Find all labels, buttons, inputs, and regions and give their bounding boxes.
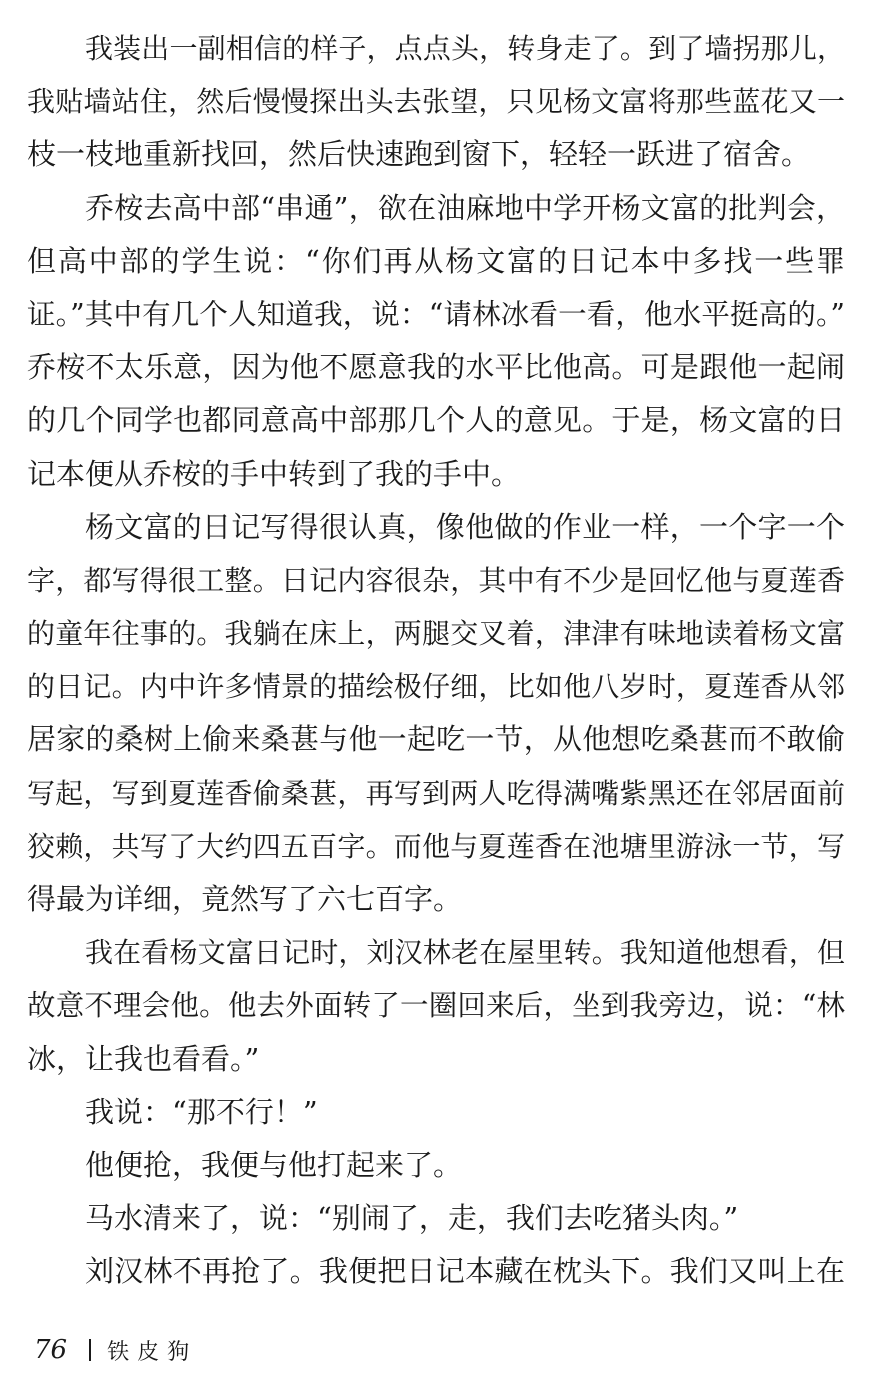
text-line: 得最为详细，竟然写了六七百字。	[27, 882, 463, 916]
text-line: 枝一枝地重新找回，然后快速跑到窗下，轻轻一跃进了宿舍。	[27, 137, 811, 172]
text-line: 证。”其中有几个人知道我，说：“请林冰看一看，他水平挺高的。”	[27, 297, 845, 331]
text-line: 居家的桑树上偷来桑葚与他一起吃一节，从他想吃桑葚而不敢偷	[27, 722, 845, 757]
text-line: 刘汉林不再抢了。我便把日记本藏在枕头下。我们又叫上在	[85, 1254, 845, 1289]
text-line: 故意不理会他。他去外面转了一圈回来后，坐到我旁边，说：“林	[27, 989, 845, 1023]
text-line: 但高中部的学生说：“你们再从杨文富的日记本中多找一些罪	[27, 243, 845, 278]
book-title: 铁皮狗	[107, 1339, 198, 1365]
text-line: 我说：“那不行！”	[85, 1094, 318, 1129]
text-line: 我贴墙站住，然后慢慢探出头去张望，只见杨文富将那些蓝花又一	[27, 85, 845, 119]
body-text	[27, 22, 845, 1299]
text-line: 乔桉去高中部“串通”，欲在油麻地中学开杨文富的批判会，	[85, 190, 845, 225]
footer-divider	[89, 1339, 91, 1361]
text-line: 杨文富的日记写得很认真，像他做的作业一样，一个字一个	[85, 509, 845, 544]
page-footer	[34, 1330, 197, 1370]
text-line: 的童年往事的。我躺在床上，两腿交叉着，津津有味地读着杨文富	[27, 617, 845, 651]
text-line: 冰，让我也看看。”	[27, 1041, 260, 1076]
text-line: 狡赖，共写了大约四五百字。而他与夏莲香在池塘里游泳一节，写	[27, 829, 845, 863]
text-line: 写起，写到夏莲香偷桑葚，再写到两人吃得满嘴紫黑还在邻居面前	[27, 776, 845, 810]
text-line: 字，都写得很工整。日记内容很杂，其中有不少是回忆他与夏莲香	[27, 563, 845, 597]
text-line: 马水清来了，说：“别闹了，走，我们去吃猪头肉。”	[85, 1201, 739, 1236]
text-line: 记本便从乔桉的手中转到了我的手中。	[27, 456, 521, 491]
text-line: 我在看杨文富日记时，刘汉林老在屋里转。我知道他想看，但	[85, 936, 845, 970]
text-line: 乔桉不太乐意，因为他不愿意我的水平比他高。可是跟他一起闹	[27, 350, 845, 385]
text-line: 的日记。内中许多情景的描绘极仔细，比如他八岁时，夏莲香从邻	[27, 670, 845, 704]
text-line: 我装出一副相信的样子，点点头，转身走了。到了墙拐那儿，	[85, 32, 845, 65]
page-number: 76	[34, 1335, 68, 1365]
text-line: 的几个同学也都同意高中部那几个人的意见。于是，杨文富的日	[27, 403, 845, 438]
text-line: 他便抢，我便与他打起来了。	[85, 1147, 463, 1182]
